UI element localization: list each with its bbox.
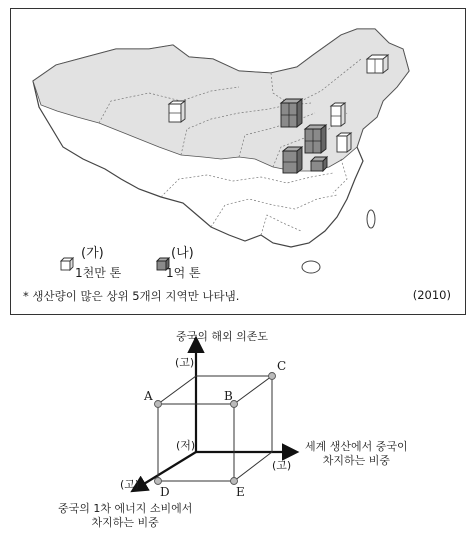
legend-na-label: 1억 톤 (166, 266, 201, 280)
legend-light-cube-icon (61, 258, 73, 270)
vertical-axis-high-label: (고) (175, 356, 195, 369)
point-d-marker (155, 478, 162, 485)
map-panel (10, 8, 466, 315)
dark-cube-stack-3 (283, 147, 302, 173)
right-axis-high-label: (고) (272, 459, 292, 472)
cube-points (155, 373, 276, 485)
front-axis-label: 중국의 1차 에너지 소비에서 차지하는 비중 (58, 502, 193, 529)
legend-na-heading: (나) (171, 246, 194, 261)
point-a-marker (155, 401, 162, 408)
vertical-axis-label: 중국의 해외 의존도 (176, 330, 269, 343)
point-a-label: A (144, 389, 153, 403)
point-e-marker (231, 478, 238, 485)
light-cube-stack-west (169, 101, 185, 122)
point-c-label: C (277, 359, 287, 373)
front-axis-high-label: (고) (120, 478, 140, 491)
map-footnote: * 생산량이 많은 상위 5개의 지역만 나타냄. (23, 289, 240, 303)
point-c-marker (269, 373, 276, 380)
light-cube-stack-east (337, 133, 351, 152)
dark-cube-stack-4 (311, 157, 327, 171)
legend-ga-label: 1천만 톤 (75, 266, 122, 280)
dark-cube-stack-1 (281, 99, 302, 127)
light-cube-stack-northeast (367, 55, 388, 73)
point-e-label: E (236, 485, 245, 499)
origin-low-label: (저) (176, 439, 196, 452)
light-cube-stack-north (331, 103, 345, 126)
hainan-island (302, 261, 320, 273)
point-d-label: D (160, 485, 170, 499)
dark-cube-stack-2 (305, 125, 326, 153)
taiwan-island (367, 210, 375, 228)
point-b-label: B (224, 389, 233, 403)
right-axis-label: 세계 생산에서 중국이 차지하는 비중 (305, 440, 408, 467)
map-year: (2010) (412, 288, 451, 302)
legend-ga-heading: (가) (81, 246, 104, 261)
